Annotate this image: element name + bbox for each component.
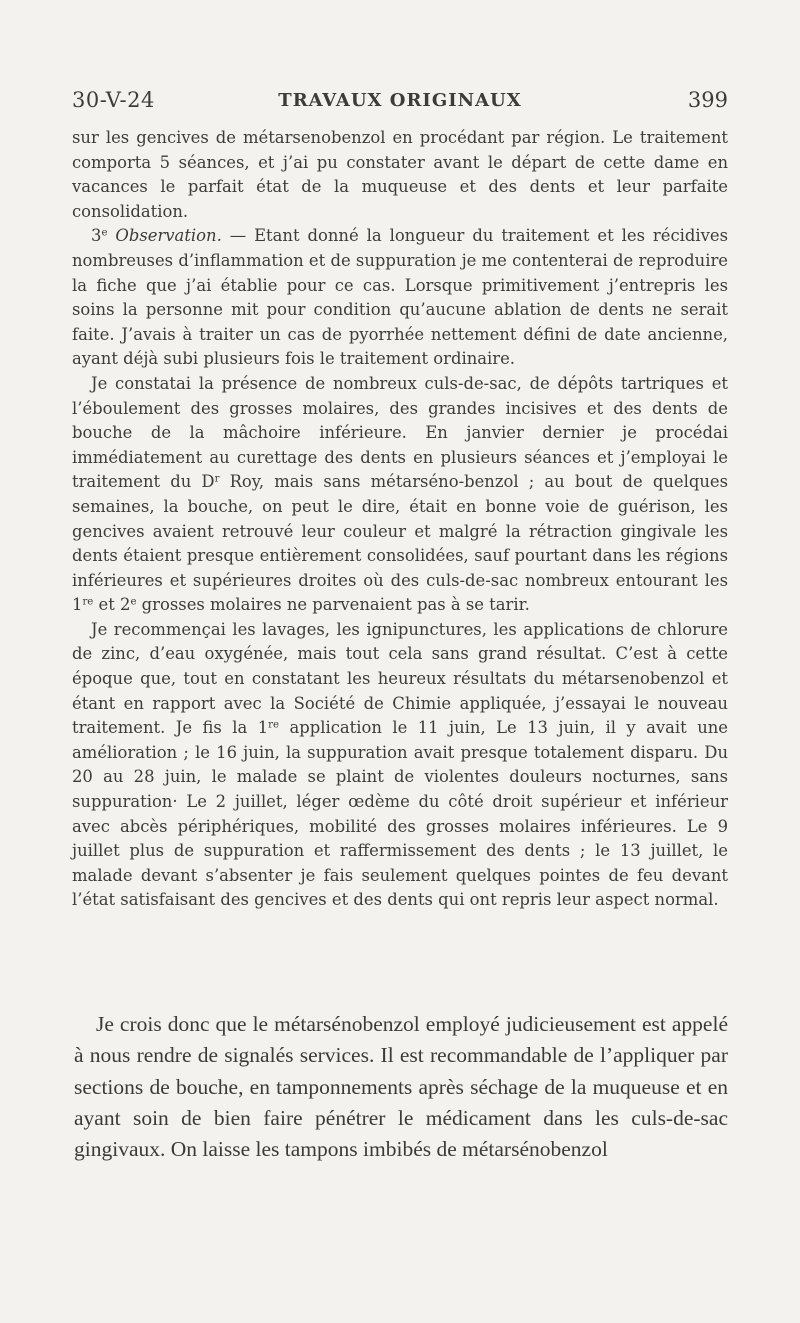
doctor-sup: r bbox=[214, 473, 220, 485]
paragraph-2 bbox=[72, 224, 728, 372]
observation-number: 3 bbox=[91, 226, 102, 246]
running-header bbox=[72, 88, 728, 122]
paragraph-1: sur les gencives de métarsenobenzol en procédant par région. Le traitement comporta 5 séances, et j’ai pu constater avant le départ de cette dame en vacances le parfait état de la muqueuse et des dents et leur parfaite consolidation. bbox=[72, 128, 728, 221]
paragraph-2-text: — Etant donné la longueur du traitement et les récidives nombreuses d’inflammation et de suppuration je me contenterai de reproduire la fiche que j’ai établie pour ce cas. Lorsque primitivement j’entrepris les soins la personne mit pour condition qu’aucune ablation de dents ne serait faite. J’avais à traiter un cas de pyorrhée nettement défini de date ancienne, ayant déjà subi plusieurs fois le traitement ordinaire. bbox=[72, 226, 728, 369]
paragraph-3-part-a: Je constatai la présence de nombreux culs-de-sac, de dépôts tartriques et l’éboulement des grosses molaires, des grandes incisives et des dents de bouche de la mâchoire inférieure. En janvier dernier je procédai immédiatement au curettage des dents en plusieurs séances et j’employai le traitement du D bbox=[72, 373, 728, 492]
paragraph-4-part-b: application le 11 juin, Le 13 juin, il y avait une amélioration ; le 16 juin, la suppuration avait presque totalement disparu. Du 20 au 28 juin, le malade se plaint de violentes douleurs nocturnes, sans suppuration· Le 2 juillet, léger œdème du côté droit supérieur et inférieur avec abcès périphériques, mobilité des grosses molaires inférieures. Le 9 juillet plus de suppuration et raffermissement des dents ; le 13 juillet, le malade devant s’absenter je fais seulement quelques pointes de feu devant l’état satisfaisant des gencives et des dents qui ont repris leur aspect normal. bbox=[72, 718, 729, 910]
header-date: 30-V-24 bbox=[72, 88, 155, 112]
paragraph-3-part-c: et 2 bbox=[93, 595, 131, 615]
ordinal-sup-2: e bbox=[130, 596, 137, 608]
conclusion-text bbox=[74, 1009, 728, 1165]
page-number: 399 bbox=[687, 88, 728, 112]
paragraph-3-part-d: grosses molaires ne parvenaient pas à se tarir. bbox=[136, 595, 530, 615]
ordinal-sup-1: re bbox=[82, 596, 94, 608]
observation-label: Observation. bbox=[115, 226, 222, 246]
paragraph-3-part-b: Roy, mais sans métarséno-benzol ; au bout de quelques semaines, la bouche, on peut le dire, était en bonne voie de guérison, les gencives avaient retrouvé leur couleur et malgré la rétraction gingivale les dents étaient presque entièrement consolidées, sauf pourtant dans les régions inférieures et supérieures droites où des culs-de-sac nombreux entourant les 1 bbox=[72, 472, 728, 615]
paragraph-4 bbox=[72, 618, 728, 913]
paragraph-4-part-a: Je recommençai les lavages, les ignipunctures, les applications de chlorure de zinc, d’eau oxygénée, mais tout cela sans grand résultat. C’est à cette époque que, tout en constatant les heureux résultats du métarsenobenzol et étant en rapport avec la Société de Chimie appliquée, j’essayai le nouveau traitement. Je fis la 1 bbox=[72, 619, 728, 738]
header-title: TRAVAUX ORIGINAUX bbox=[278, 90, 522, 111]
ordinal-sup-3: re bbox=[268, 719, 280, 731]
observation-number-sup: e bbox=[101, 227, 108, 239]
paragraph-5: Je crois donc que le métarsénobenzol employé judicieusement est appelé à nous rendre de signalés services. Il est recommandable de l’appliquer par sections de bouche, en tamponnements après séchage de la muqueuse et en ayant soin de bien faire pénétrer le médicament dans les culs-de-sac gingivaux. On laisse les tampons imbibés de métarsénobenzol bbox=[74, 1012, 728, 1162]
paragraph-3 bbox=[72, 372, 728, 618]
body-text bbox=[72, 126, 728, 913]
